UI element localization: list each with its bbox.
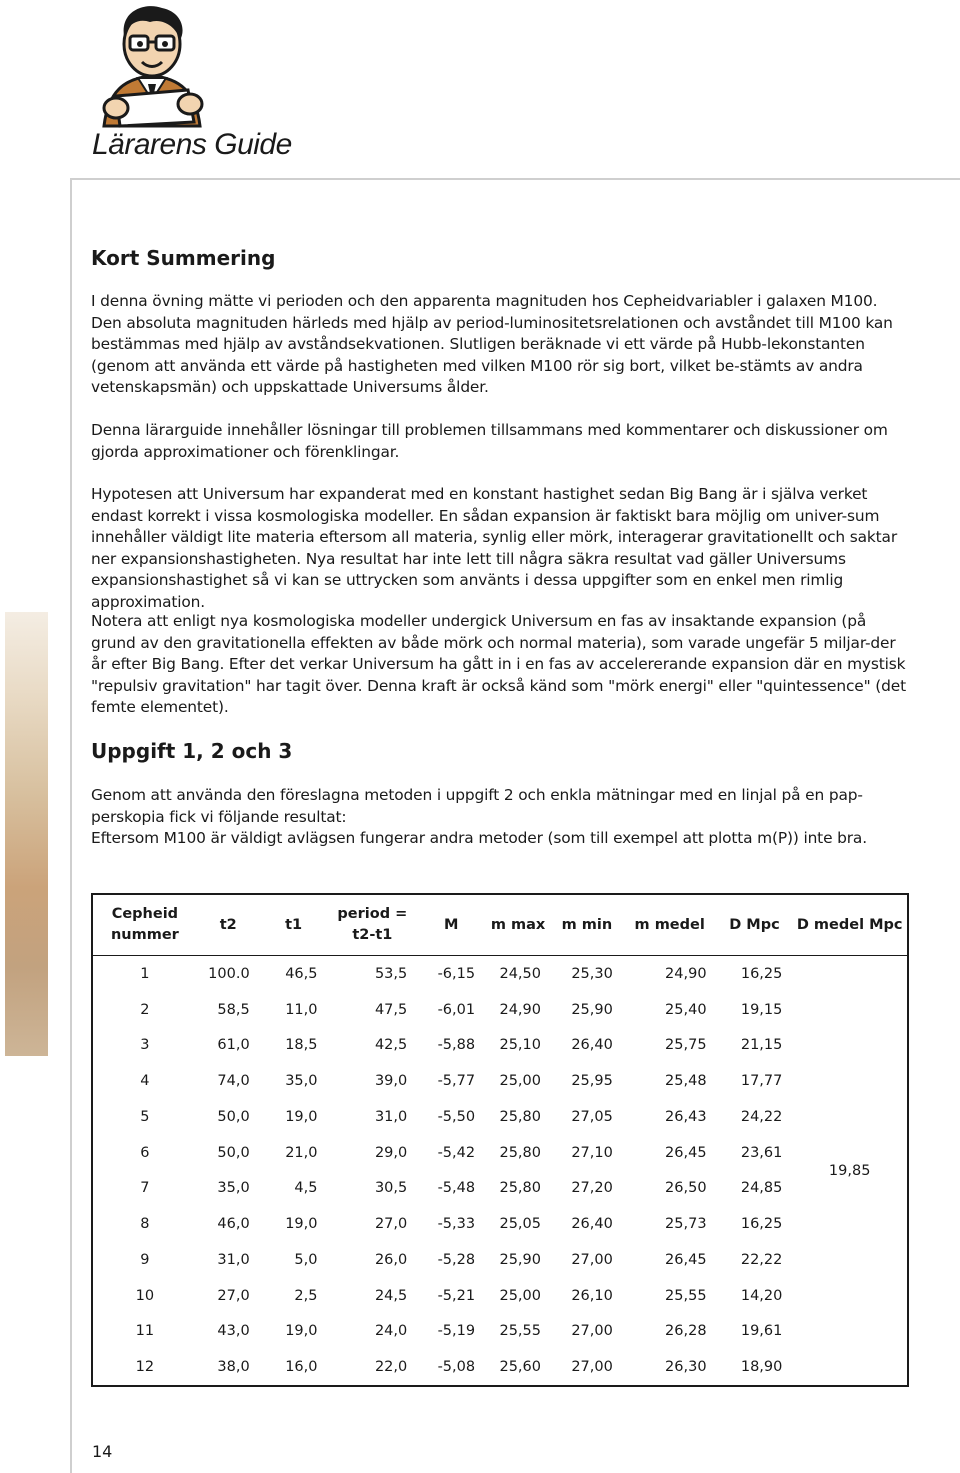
cell-m-medel: 26,28 — [665, 1323, 707, 1340]
page-number: 14 — [92, 1442, 113, 1461]
cell-m-min: 25,95 — [571, 1073, 613, 1090]
cell-m-max: 25,80 — [499, 1108, 541, 1125]
cell-D-Mpc: 16,25 — [740, 1216, 783, 1233]
header-m-min: m min — [551, 894, 623, 956]
cell-m-medel: 25,73 — [665, 1216, 707, 1233]
cell-m-max: 24,90 — [499, 1001, 541, 1018]
cell-period: 24,5 — [374, 1287, 408, 1304]
cell-D-Mpc: 24,22 — [740, 1108, 783, 1125]
cell-D-Mpc: 19,61 — [740, 1323, 783, 1340]
cell-period: 30,5 — [374, 1180, 408, 1197]
table-row — [92, 1314, 908, 1350]
table-row — [92, 992, 908, 1028]
cell-m-min: 27,00 — [571, 1323, 613, 1340]
cell-cepheid-nummer: 12 — [135, 1359, 155, 1376]
cell-period: 42,5 — [374, 1037, 408, 1054]
cell-D-Mpc: 22,22 — [740, 1251, 783, 1268]
table-row — [92, 1278, 908, 1314]
cell-t1: 19,0 — [285, 1323, 318, 1340]
cell-m-max: 25,00 — [499, 1073, 541, 1090]
cell-cepheid-nummer: 9 — [140, 1251, 150, 1268]
cell-m-max: 25,05 — [499, 1216, 541, 1233]
cell-D-Mpc: 17,77 — [740, 1073, 783, 1090]
cell-m-medel: 26,50 — [665, 1180, 707, 1197]
cell-cepheid-nummer: 2 — [140, 1001, 150, 1018]
cell-M: -5,42 — [437, 1144, 476, 1161]
cell-m-medel: 26,43 — [665, 1108, 707, 1125]
cell-m-medel: 25,48 — [665, 1073, 707, 1090]
cell-cepheid-nummer: 10 — [135, 1287, 155, 1304]
table-row — [92, 1135, 908, 1171]
cell-D-Mpc: 14,20 — [740, 1287, 783, 1304]
table-row — [92, 1028, 908, 1064]
table-row — [92, 1349, 908, 1386]
cell-period: 53,5 — [374, 965, 408, 982]
header-D-Mpc: D Mpc — [717, 894, 793, 956]
summary-heading: Kort Summering — [91, 246, 276, 270]
cell-m-medel: 26,30 — [665, 1359, 707, 1376]
cell-cepheid-nummer: 1 — [140, 965, 150, 982]
cell-t2: 74,0 — [217, 1073, 250, 1090]
cell-cepheid-nummer: 7 — [140, 1180, 150, 1197]
header-period: period = t2-t1 — [327, 894, 417, 956]
cell-m-max: 25,60 — [499, 1359, 541, 1376]
summary-paragraph-3: Hypotesen att Universum har expanderat med en konstant hastighet sedan Big Bang är i själva verket endast korrekt i vissa kosmologiska modeller. En sådan expansion är faktiskt bara möjlig om univer-sum innehåller väldigt lite materia eftersom all materia, synlig eller mörk, interagerar gravitationellt och saktar ner expansionshastigheten. Nya resultat har inte lett till några säkra resultat vad gäller Universums expansionshastighet så vi kan se uttrycken som använts i dessa uppgifter som en enkel men rimlig approximation. — [91, 485, 898, 611]
table-row — [92, 956, 908, 992]
cell-period: 27,0 — [374, 1216, 408, 1233]
teacher-cartoon-logo — [90, 4, 214, 128]
cell-m-min: 26,40 — [571, 1037, 613, 1054]
header-cepheid-nummer: Cepheid nummer — [92, 894, 197, 956]
cell-period: 24,0 — [374, 1323, 408, 1340]
cell-m-medel: 25,55 — [665, 1287, 707, 1304]
cell-t1: 5,0 — [294, 1251, 318, 1268]
cell-m-min: 27,00 — [571, 1359, 613, 1376]
summary-paragraph-2: Denna lärarguide innehåller lösningar till problemen tillsammans med kommentarer och diskussioner om gjorda approximationer och förenklingar. — [91, 421, 888, 461]
cell-M: -6,15 — [437, 965, 476, 982]
cell-period: 39,0 — [374, 1073, 408, 1090]
cell-t2: 31,0 — [217, 1251, 250, 1268]
table-row — [92, 1242, 908, 1278]
cell-m-min: 25,30 — [571, 965, 613, 982]
cell-m-medel: 25,75 — [665, 1037, 707, 1054]
cell-t2: 50,0 — [217, 1144, 250, 1161]
table-row — [92, 1063, 908, 1099]
cell-t2: 50,0 — [217, 1108, 250, 1125]
cell-t1: 19,0 — [285, 1216, 318, 1233]
cell-M: -5,19 — [437, 1323, 476, 1340]
cell-cepheid-nummer: 3 — [140, 1037, 150, 1054]
cell-m-medel: 26,45 — [665, 1251, 707, 1268]
cell-m-min: 27,05 — [571, 1108, 613, 1125]
cell-period: 29,0 — [374, 1144, 408, 1161]
task-heading: Uppgift 1, 2 och 3 — [91, 739, 293, 763]
cell-cepheid-nummer: 8 — [140, 1216, 150, 1233]
cell-M: -5,21 — [437, 1287, 476, 1304]
cell-m-max: 24,50 — [499, 965, 541, 982]
cell-D-Mpc: 24,85 — [740, 1180, 783, 1197]
cell-t2: 35,0 — [217, 1180, 250, 1197]
summary-paragraph-4: Notera att enligt nya kosmologiska modeller undergick Universum en fas av insaktande expansion (på grund av den gravitationella effekten av både mörk och normal materia), som varade ungefär 5 miljar-der år efter Big Bang. Efter det verkar Universum ha gått in i en fas av accelererande expansion där en mystisk "repulsiv gravitation" har tagit över. Denna kraft är också känd som "mörk energi" eller "quintessence" (det femte elementet). — [91, 612, 906, 716]
table-row — [92, 1206, 908, 1242]
cell-m-medel: 24,90 — [665, 965, 707, 982]
cell-m-min: 27,00 — [571, 1251, 613, 1268]
frame-top-border — [70, 178, 960, 180]
cell-cepheid-nummer: 5 — [140, 1108, 150, 1125]
table-row — [92, 1099, 908, 1135]
header-D-medel-Mpc: D medel Mpc — [792, 894, 908, 956]
cell-t1: 11,0 — [285, 1001, 318, 1018]
cell-D-Mpc: 23,61 — [740, 1144, 783, 1161]
table-header-row — [92, 894, 908, 956]
cell-M: -5,33 — [437, 1216, 476, 1233]
cell-t1: 4,5 — [294, 1180, 318, 1197]
cell-m-min: 27,20 — [571, 1180, 613, 1197]
cell-m-max: 25,55 — [499, 1323, 541, 1340]
cell-m-max: 25,80 — [499, 1144, 541, 1161]
cell-period: 26,0 — [374, 1251, 408, 1268]
side-tab — [5, 612, 48, 1056]
cepheid-table — [91, 893, 909, 1387]
cell-m-medel: 26,45 — [665, 1144, 707, 1161]
cell-D-Mpc: 16,25 — [740, 965, 783, 982]
task-paragraph-2: Eftersom M100 är väldigt avlägsen fungerar andra metoder (som till exempel att plotta m(P)) inte bra. — [91, 829, 867, 847]
task-paragraph-1: Genom att använda den föreslagna metoden i uppgift 2 och enkla mätningar med en linjal på en pap-perskopia fick vi följande resultat: — [91, 786, 863, 826]
cell-t1: 19,0 — [285, 1108, 318, 1125]
summary-paragraph-1: I denna övning mätte vi perioden och den apparenta magnituden hos Cepheidvariabler i galaxen M100. Den absoluta magnituden härleds med hjälp av period-luminositetsrelationen och avståndet till M100 kan bestämmas med hjälp av avståndsekvationen. Slutligen beräknade vi ett värde på Hubb-lekonstanten (genom att använda ett värde på hastigheten med vilken M100 rör sig bort, vilket be-stämts av andra vetenskapsmän) och uppskattade Universums ålder. — [91, 292, 893, 396]
cell-M: -5,88 — [437, 1037, 476, 1054]
cell-cepheid-nummer: 4 — [140, 1073, 150, 1090]
cell-period: 47,5 — [374, 1001, 408, 1018]
cell-M: -5,50 — [437, 1108, 476, 1125]
cell-m-min: 27,10 — [571, 1144, 613, 1161]
guide-title: Lärarens Guide — [92, 128, 292, 161]
cell-cepheid-nummer: 11 — [135, 1323, 155, 1340]
cell-t1: 35,0 — [285, 1073, 318, 1090]
cell-m-max: 25,00 — [499, 1287, 541, 1304]
cell-D-Mpc: 21,15 — [740, 1037, 783, 1054]
cell-period: 31,0 — [374, 1108, 408, 1125]
cell-m-medel: 25,40 — [665, 1001, 707, 1018]
cell-t1: 2,5 — [294, 1287, 318, 1304]
cell-t1: 18,5 — [285, 1037, 318, 1054]
header-m-medel: m medel — [623, 894, 717, 956]
cell-cepheid-nummer: 6 — [140, 1144, 150, 1161]
cell-m-min: 25,90 — [571, 1001, 613, 1018]
cell-m-min: 26,10 — [571, 1287, 613, 1304]
cell-t2: 27,0 — [217, 1287, 250, 1304]
cell-t2: 38,0 — [217, 1359, 250, 1376]
header-t2: t2 — [197, 894, 260, 956]
cell-m-max: 25,10 — [499, 1037, 541, 1054]
cell-t2: 58,5 — [217, 1001, 250, 1018]
cell-M: -6,01 — [437, 1001, 476, 1018]
header-m-max: m max — [485, 894, 551, 956]
cell-M: -5,48 — [437, 1180, 476, 1197]
cell-t1: 21,0 — [285, 1144, 318, 1161]
cell-t1: 16,0 — [285, 1359, 318, 1376]
table-row — [92, 1171, 908, 1207]
cell-M: -5,08 — [437, 1359, 476, 1376]
cell-m-max: 25,90 — [499, 1251, 541, 1268]
cell-D-medel-Mpc: 19,85 — [828, 1162, 871, 1179]
header-t1: t1 — [260, 894, 328, 956]
cell-D-Mpc: 18,90 — [740, 1359, 783, 1376]
cell-t2: 46,0 — [217, 1216, 250, 1233]
cell-m-min: 26,40 — [571, 1216, 613, 1233]
cell-M: -5,77 — [437, 1073, 476, 1090]
cell-t2: 61,0 — [217, 1037, 250, 1054]
header-M: M — [417, 894, 485, 956]
cell-period: 22,0 — [374, 1359, 408, 1376]
cell-t2: 43,0 — [217, 1323, 250, 1340]
cell-M: -5,28 — [437, 1251, 476, 1268]
cell-t2: 100.0 — [208, 965, 250, 982]
frame-left-border — [70, 178, 72, 1473]
cell-m-max: 25,80 — [499, 1180, 541, 1197]
cell-D-Mpc: 19,15 — [740, 1001, 783, 1018]
cell-t1: 46,5 — [285, 965, 318, 982]
